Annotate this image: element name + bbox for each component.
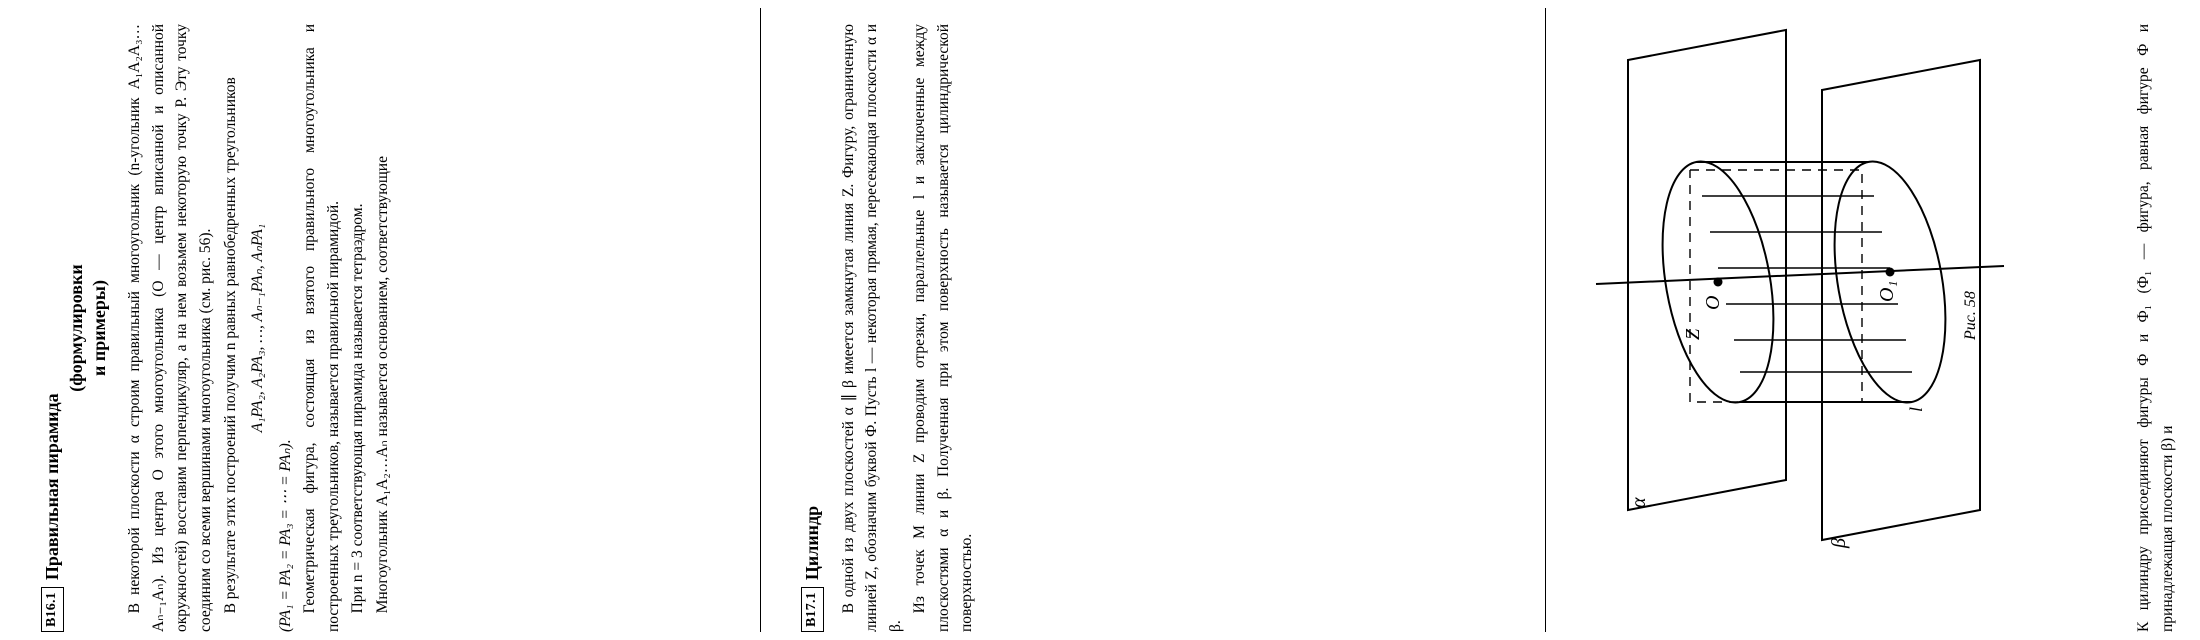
figure-caption: Рис. 58	[1962, 291, 1979, 340]
label-curve-z: Z	[1682, 328, 1704, 340]
paragraph: К цилиндру присоединяют фигуры Ф и Ф₁ (Ф₁ — фигура, равная фигуре Ф и принадлежащая плоскости β) и	[2135, 24, 2176, 632]
text-column-2	[800, 24, 979, 632]
label-line-l: l	[1906, 406, 1926, 412]
paragraph: При n = 3 соответствующая пирамида называется тетраэдром.	[349, 203, 367, 614]
formula-line: A₁PA₂, A₂PA₃, …, Aₙ₋₁PAₙ, AₙPA₁	[249, 223, 267, 433]
column-divider	[760, 8, 761, 632]
section-title-line: Правильная пирамида	[42, 393, 63, 581]
formula-line: (PA₁ = PA₂ = PA₃ = ⋯ = PAₙ).	[276, 439, 294, 632]
label-center-o: O	[1702, 295, 1724, 310]
label-plane-alpha: α	[1628, 497, 1650, 508]
paragraph: В некоторой плоскости α строим правильный многоугольник (n-угольник A₁A₂A₃…Aₙ₋₁Aₙ). Из центра O этого многоугольника (O — центр вписанной и описанной окружностей) восставим перпендикуляр, а на нем возьмем некоторую точку P. Эту точку соединим со всеми вершинами многоугольника (см. рис. 56).	[126, 24, 214, 632]
section-heading-1	[40, 24, 65, 632]
paragraph: В одной из двух плоскостей α ∥ β имеется замкнутая линия Z. Фигуру, ограниченную линией Z, обозначим буквой Ф. Пусть l — некоторая прямая, пересекающая плоскости α и β.	[839, 24, 904, 632]
label-center-o1: O₁	[1876, 280, 1898, 302]
section-number-badge: B17.1	[801, 587, 824, 632]
paragraph: Геометрическая фигура, состоящая из взятого правильного многоугольника и построенных треугольников, называется правильной пирамидой.	[301, 24, 342, 632]
text-column-3	[2132, 24, 2179, 632]
plane-alpha-outline	[1628, 30, 1786, 510]
section-number-badge: B16.1	[41, 587, 64, 632]
figure-cylinder	[1590, 10, 2010, 570]
point-o	[1714, 278, 1723, 287]
plane-beta-outline	[1822, 60, 1980, 540]
paragraph: Многоугольник A₁A₂…Aₙ называется основанием, соответствующие	[373, 156, 391, 614]
section-heading-2	[800, 24, 825, 632]
paragraph: В результате этих построений получим n равных равнобедренных треугольников	[221, 77, 239, 614]
text-column-1	[40, 24, 394, 632]
point-o1	[1886, 268, 1895, 277]
section-title-line: (формулировки	[65, 264, 86, 392]
label-plane-beta: β	[1828, 538, 1850, 548]
figure-svg	[1590, 10, 2010, 570]
column-divider	[1545, 8, 1546, 632]
section-rectangle-dashed	[1690, 170, 1862, 402]
paragraph: Из точек M линии Z проводим отрезки, параллельные l и заключенные между плоскостями α и β. Полученная при этом поверхность называется цилиндрической поверхностью.	[911, 24, 976, 632]
section-title-line: и примеры)	[88, 280, 109, 376]
section-title-line: Цилиндр	[802, 505, 823, 581]
